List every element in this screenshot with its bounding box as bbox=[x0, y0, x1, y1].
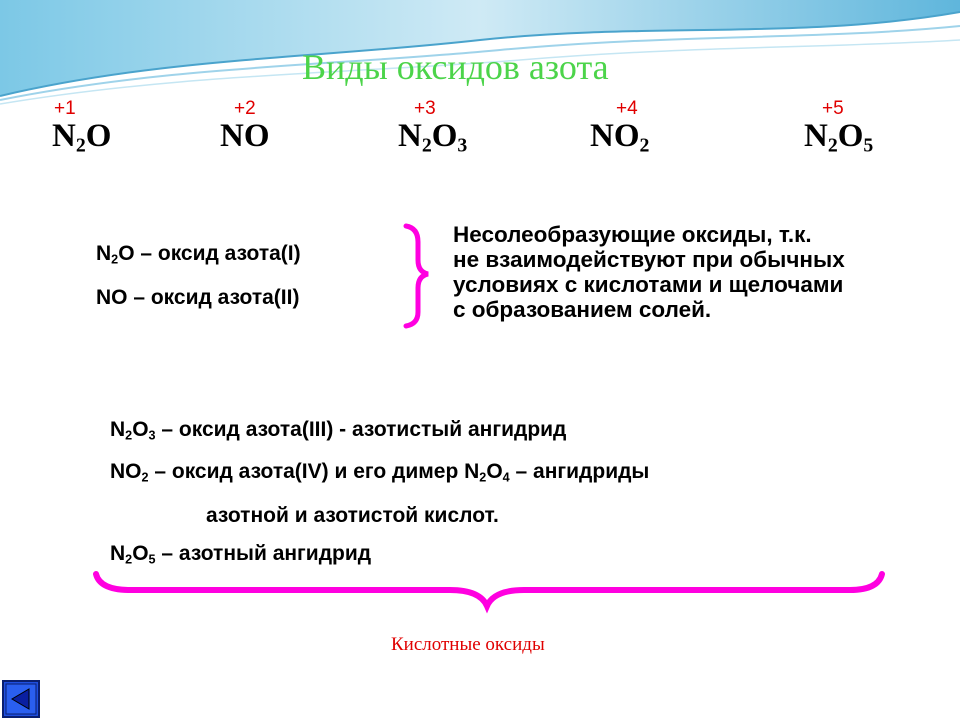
no-definition: NO – оксид азота(II) bbox=[96, 286, 300, 309]
oxide-no bbox=[220, 98, 270, 155]
oxide-n2o bbox=[52, 98, 111, 158]
back-arrow-icon[interactable] bbox=[2, 680, 40, 718]
formula: NO bbox=[220, 118, 270, 154]
oxidation-state: +5 bbox=[822, 98, 844, 119]
oxidation-state: +4 bbox=[616, 98, 638, 119]
oxidation-state: +1 bbox=[54, 98, 76, 119]
oxide-n2o3 bbox=[398, 98, 467, 158]
formula: $N_2O$ bbox=[52, 118, 112, 157]
page-title: Виды оксидов азота bbox=[302, 47, 609, 87]
acids-continuation: азотной и азотистой кислот. bbox=[206, 504, 499, 527]
n2o-definition: $N_2O$ – оксид азота(I) bbox=[96, 242, 301, 267]
oxidation-state: +2 bbox=[234, 98, 256, 119]
oxidation-state: +3 bbox=[414, 98, 436, 119]
non-salt-description: Несолеобразующие оксиды, т.к. не взаимодействуют при обычных условиях с кислотами и щелочами с образованием солей. bbox=[453, 222, 845, 322]
n2o5-definition: $N_2O_5$ – азотный ангидрид bbox=[110, 542, 372, 567]
formula: $N_2O_5$ bbox=[804, 118, 874, 157]
right-curly-brace bbox=[406, 226, 428, 326]
no2-definition: $NO_2$ – оксид азота(IV) и его димер $N_2O_4$ – ангидриды bbox=[110, 460, 650, 485]
n2o3-definition: $N_2O_3$ – оксид азота(III) - азотистый ангидрид bbox=[110, 418, 567, 443]
formula: $NO_2$ bbox=[590, 118, 650, 157]
bottom-curly-brace bbox=[96, 574, 882, 606]
formula: $N_2O_3$ bbox=[398, 118, 468, 157]
oxide-no2 bbox=[590, 98, 649, 158]
oxide-n2o5 bbox=[804, 98, 873, 158]
acidic-oxides-label: Кислотные оксиды bbox=[391, 634, 545, 655]
